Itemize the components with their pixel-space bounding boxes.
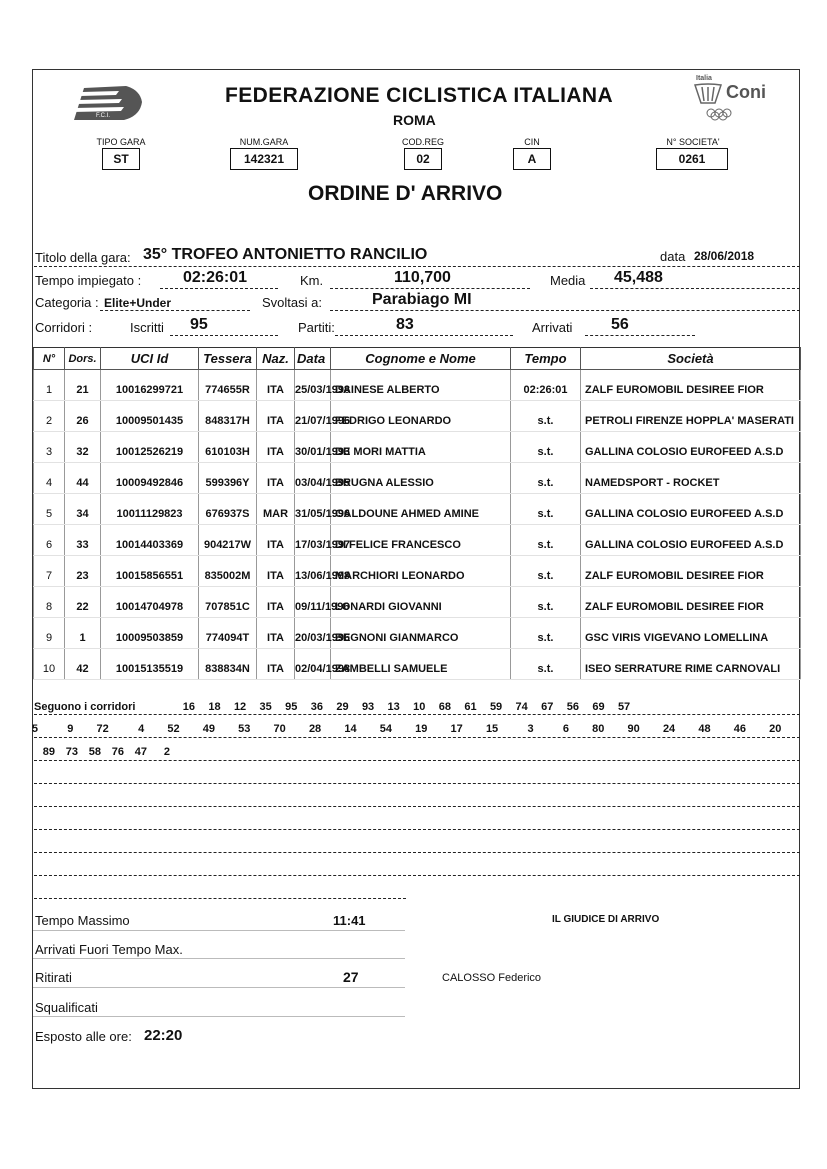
cell-societa: ZALF EUROMOBIL DESIREE FIOR — [581, 556, 801, 587]
following-rider-number: 54 — [379, 723, 392, 735]
table-row — [34, 432, 801, 463]
following-rider-number: 52 — [167, 723, 180, 735]
disqualified-label: Squalificati — [35, 1000, 98, 1015]
cell-dors: 1 — [65, 618, 101, 649]
cell-tempo: s.t. — [511, 432, 581, 463]
judge-name: CALOSSO Federico — [442, 972, 542, 984]
cell-dors: 26 — [65, 401, 101, 432]
riders-label: Corridori : — [35, 320, 93, 335]
cell-nome: LONARDI GIOVANNI — [331, 587, 511, 618]
following-rider-number: 2 — [163, 746, 170, 758]
cell-n: 3 — [34, 432, 65, 463]
table-row — [34, 494, 801, 525]
cell-nome: ZAMBELLI SAMUELE — [331, 649, 511, 680]
numero-societa-value: 0261 — [656, 148, 728, 170]
following-rider-number: 93 — [361, 701, 375, 713]
cell-tempo: 02:26:01 — [511, 370, 581, 401]
started-label: Partiti: — [298, 320, 335, 335]
divider — [100, 310, 250, 311]
col-header-naz: Naz. — [257, 348, 295, 370]
following-rider-number: 36 — [310, 701, 323, 713]
col-header-uci: UCI Id — [101, 348, 199, 370]
following-rider-number: 70 — [273, 723, 286, 735]
cell-societa: GALLINA COLOSIO EUROFEED A.S.D — [581, 432, 801, 463]
following-rider-number: 74 — [515, 701, 528, 713]
cell-dors: 44 — [65, 463, 101, 494]
divider — [34, 737, 800, 738]
following-rider-number: 24 — [662, 723, 676, 735]
cell-data: 31/05/1996 — [295, 494, 331, 525]
cell-nome: BEGNONI GIANMARCO — [331, 618, 511, 649]
divider — [33, 987, 405, 988]
race-km: 110,700 — [394, 269, 451, 286]
cell-uci: 10014704978 — [101, 587, 199, 618]
cell-data: 09/11/1996 — [295, 587, 331, 618]
following-rider-number: 68 — [438, 701, 451, 713]
divider — [330, 288, 530, 289]
cell-tessera: 838834N — [199, 649, 257, 680]
cell-nome: DAINESE ALBERTO — [331, 370, 511, 401]
judge-label: IL GIUDICE DI ARRIVO — [552, 914, 660, 925]
time-label: Tempo impiegato : — [35, 273, 142, 288]
race-date: 28/06/2018 — [694, 249, 755, 263]
race-category: Elite+Under — [104, 296, 172, 310]
cell-societa: NAMEDSPORT - ROCKET — [581, 463, 801, 494]
divider — [34, 829, 800, 830]
cell-naz: ITA — [257, 525, 295, 556]
table-row — [34, 618, 801, 649]
federation-title: FEDERAZIONE CICLISTICA ITALIANA — [225, 84, 614, 107]
max-time-label: Tempo Massimo — [35, 913, 130, 928]
following-rider-number: 14 — [344, 723, 357, 735]
coni-small-text: Italia — [696, 75, 712, 82]
cell-naz: ITA — [257, 618, 295, 649]
cell-dors: 21 — [65, 370, 101, 401]
cell-n: 5 — [34, 494, 65, 525]
col-header-tessera: Tessera — [199, 348, 257, 370]
cell-n: 8 — [34, 587, 65, 618]
cell-naz: ITA — [257, 463, 295, 494]
race-place: Parabiago MI — [372, 291, 472, 308]
following-rider-number: 12 — [233, 701, 247, 713]
cell-data: 17/03/1997 — [295, 525, 331, 556]
riders-entered: 95 — [190, 316, 208, 333]
following-label: Seguono i corridori — [34, 701, 136, 713]
place-label: Svoltasi a: — [262, 295, 322, 310]
max-time-value: 11:41 — [333, 913, 366, 928]
following-rider-number: 19 — [415, 723, 428, 735]
cell-tessera: 835002M — [199, 556, 257, 587]
following-rider-number: 18 — [208, 701, 221, 713]
following-rider-number: 53 — [238, 723, 251, 735]
divider — [590, 288, 800, 289]
cell-nome: DE MORI MATTIA — [331, 432, 511, 463]
cell-societa: ZALF EUROMOBIL DESIREE FIOR — [581, 587, 801, 618]
cell-dors: 42 — [65, 649, 101, 680]
cell-data: 13/06/1998 — [295, 556, 331, 587]
cell-naz: ITA — [257, 401, 295, 432]
following-rider-number: 80 — [592, 723, 605, 735]
cell-data: 20/03/1996 — [295, 618, 331, 649]
retired-label: Ritirati — [35, 970, 72, 985]
cin-value: A — [513, 148, 551, 170]
divider — [34, 898, 406, 899]
cell-n: 6 — [34, 525, 65, 556]
cell-tessera: 610103H — [199, 432, 257, 463]
tipo-gara-label: TIPO GARA — [96, 137, 146, 147]
cell-tempo: s.t. — [511, 494, 581, 525]
following-rider-number: 72 — [96, 723, 109, 735]
divider — [170, 335, 278, 336]
table-row — [34, 587, 801, 618]
posted-label: Esposto alle ore: — [35, 1029, 132, 1044]
race-media: 45,488 — [614, 269, 663, 286]
cell-n: 9 — [34, 618, 65, 649]
following-rider-number: 73 — [65, 746, 78, 758]
divider — [34, 266, 800, 267]
col-header-tempo: Tempo — [511, 348, 581, 370]
cell-societa: GSC VIRIS VIGEVANO LOMELLINA — [581, 618, 801, 649]
divider — [335, 335, 513, 336]
cell-nome: DI FELICE FRANCESCO — [331, 525, 511, 556]
cell-uci: 10015856551 — [101, 556, 199, 587]
cell-n: 2 — [34, 401, 65, 432]
following-rider-number: 16 — [182, 701, 195, 713]
category-label: Categoria : — [35, 295, 99, 310]
race-title: 35° TROFEO ANTONIETTO RANCILIO — [143, 246, 428, 263]
cell-dors: 22 — [65, 587, 101, 618]
cell-dors: 32 — [65, 432, 101, 463]
following-rider-number: 28 — [308, 723, 322, 735]
divider — [160, 288, 278, 289]
cell-tempo: s.t. — [511, 556, 581, 587]
posted-time: 22:20 — [144, 1027, 183, 1044]
cell-societa: PETROLI FIRENZE HOPPLA' MASERATI — [581, 401, 801, 432]
following-rider-number: 58 — [88, 746, 101, 758]
tipo-gara-value: ST — [102, 148, 140, 170]
following-rider-number: 69 — [592, 701, 605, 713]
col-header-dors: Dors. — [65, 348, 101, 370]
divider — [34, 806, 800, 807]
divider — [34, 783, 800, 784]
cell-uci: 10014403369 — [101, 525, 199, 556]
entered-label: Iscritti — [130, 320, 164, 335]
cell-tempo: s.t. — [511, 463, 581, 494]
riders-started: 83 — [396, 316, 414, 333]
following-rider-number: 20 — [769, 723, 782, 735]
following-rider-number: 10 — [413, 701, 426, 713]
following-rider-number: 61 — [464, 701, 477, 713]
following-rider-number: 29 — [336, 701, 349, 713]
col-header-data: Data — [295, 348, 331, 370]
cell-tessera: 848317H — [199, 401, 257, 432]
table-header — [34, 348, 801, 370]
following-rider-number: 13 — [387, 701, 400, 713]
cell-data: 03/04/1995 — [295, 463, 331, 494]
cell-nome: FEDRIGO LEONARDO — [331, 401, 511, 432]
cell-naz: ITA — [257, 370, 295, 401]
divider — [33, 1016, 405, 1017]
cell-tempo: s.t. — [511, 525, 581, 556]
km-label: Km. — [300, 273, 324, 288]
cell-societa: ISEO SERRATURE RIME CARNOVALI — [581, 649, 801, 680]
city-label: ROMA — [393, 112, 436, 128]
divider — [34, 875, 800, 876]
cell-dors: 34 — [65, 494, 101, 525]
cell-tessera: 676937S — [199, 494, 257, 525]
divider — [585, 335, 695, 336]
cell-tessera: 707851C — [199, 587, 257, 618]
following-rider-number: 59 — [489, 701, 503, 713]
coni-label: Coni — [726, 82, 766, 102]
divider — [33, 958, 405, 959]
cod-reg-value: 02 — [404, 148, 442, 170]
riders-arrived: 56 — [611, 316, 629, 333]
cell-n: 7 — [34, 556, 65, 587]
following-rider-number: 6 — [562, 723, 569, 735]
col-header-n: N° — [34, 348, 65, 370]
cell-uci: 10015135519 — [101, 649, 199, 680]
following-rider-number: 15 — [485, 723, 499, 735]
cell-naz: ITA — [257, 432, 295, 463]
fci-logo-text: F.C.I. — [96, 113, 111, 119]
cin-label: CIN — [524, 137, 540, 147]
out-of-time-label: Arrivati Fuori Tempo Max. — [35, 942, 183, 957]
cell-tempo: s.t. — [511, 649, 581, 680]
num-gara-value: 142321 — [230, 148, 298, 170]
table-row — [34, 401, 801, 432]
cell-naz: ITA — [257, 556, 295, 587]
following-rider-number: 9 — [67, 723, 74, 735]
cell-dors: 33 — [65, 525, 101, 556]
retired-value: 27 — [343, 969, 359, 985]
cell-tempo: s.t. — [511, 618, 581, 649]
cell-data: 21/07/1996 — [295, 401, 331, 432]
race-title-label: Titolo della gara: — [35, 250, 131, 265]
following-rider-number: 56 — [566, 701, 579, 713]
following-rider-number: 4 — [138, 723, 145, 735]
race-time: 02:26:01 — [183, 269, 248, 286]
arrived-label: Arrivati — [532, 320, 573, 335]
divider — [34, 714, 800, 715]
cell-tessera: 599396Y — [199, 463, 257, 494]
cell-uci: 10009492846 — [101, 463, 199, 494]
date-label: data — [660, 249, 686, 264]
table-row — [34, 370, 801, 401]
cell-societa: GALLINA COLOSIO EUROFEED A.S.D — [581, 494, 801, 525]
divider — [34, 760, 800, 761]
cell-n: 10 — [34, 649, 65, 680]
cell-n: 4 — [34, 463, 65, 494]
cell-societa: GALLINA COLOSIO EUROFEED A.S.D — [581, 525, 801, 556]
results-table — [33, 347, 801, 680]
cell-tessera: 774094T — [199, 618, 257, 649]
cell-uci: 10009503859 — [101, 618, 199, 649]
olympic-rings-icon — [705, 108, 739, 120]
cell-nome: MARCHIORI LEONARDO — [331, 556, 511, 587]
num-gara-label: NUM.GARA — [239, 137, 289, 147]
cell-data: 30/01/1993 — [295, 432, 331, 463]
following-rider-number: 35 — [259, 701, 272, 713]
following-rider-number: 3 — [527, 723, 534, 735]
numero-societa-label: N° SOCIETA' — [666, 137, 720, 147]
following-rider-number: 95 — [285, 701, 298, 713]
following-rider-number: 67 — [541, 701, 554, 713]
col-header-societa: Società — [581, 348, 801, 370]
cell-societa: ZALF EUROMOBIL DESIREE FIOR — [581, 370, 801, 401]
fci-logo-icon — [64, 82, 144, 124]
cell-data: 25/03/1998 — [295, 370, 331, 401]
cell-naz: ITA — [257, 587, 295, 618]
media-label: Media — [550, 273, 586, 288]
table-row — [34, 649, 801, 680]
document-title: ORDINE D' ARRIVO — [308, 182, 503, 205]
cell-naz: MAR — [257, 494, 295, 525]
cell-nome: BRUGNA ALESSIO — [331, 463, 511, 494]
following-rider-number: 76 — [111, 746, 124, 758]
cell-n: 1 — [34, 370, 65, 401]
cell-naz: ITA — [257, 649, 295, 680]
cell-data: 02/04/1998 — [295, 649, 331, 680]
cell-uci: 10012526219 — [101, 432, 199, 463]
cell-uci: 10016299721 — [101, 370, 199, 401]
cell-tessera: 904217W — [199, 525, 257, 556]
following-rider-number: 5 — [31, 723, 38, 735]
col-header-nome: Cognome e Nome — [331, 348, 511, 370]
following-rider-number: 57 — [617, 701, 631, 713]
cell-tempo: s.t. — [511, 401, 581, 432]
divider — [33, 930, 405, 931]
coni-logo-icon — [693, 83, 723, 105]
cell-nome: GALDOUNE AHMED AMINE — [331, 494, 511, 525]
cell-tempo: s.t. — [511, 587, 581, 618]
following-rider-number: 47 — [134, 746, 147, 758]
divider — [34, 852, 800, 853]
cell-uci: 10009501435 — [101, 401, 199, 432]
following-rider-number: 17 — [450, 723, 463, 735]
table-row — [34, 463, 801, 494]
cell-dors: 23 — [65, 556, 101, 587]
cell-tessera: 774655R — [199, 370, 257, 401]
cod-reg-label: COD.REG — [401, 137, 444, 147]
table-row — [34, 556, 801, 587]
following-rider-number: 89 — [42, 746, 55, 758]
cell-uci: 10011129823 — [101, 494, 199, 525]
following-rider-number: 90 — [627, 723, 640, 735]
divider — [330, 310, 800, 311]
table-row — [34, 525, 801, 556]
following-rider-number: 49 — [202, 723, 215, 735]
following-rider-number: 46 — [733, 723, 746, 735]
following-rider-number: 48 — [698, 723, 711, 735]
